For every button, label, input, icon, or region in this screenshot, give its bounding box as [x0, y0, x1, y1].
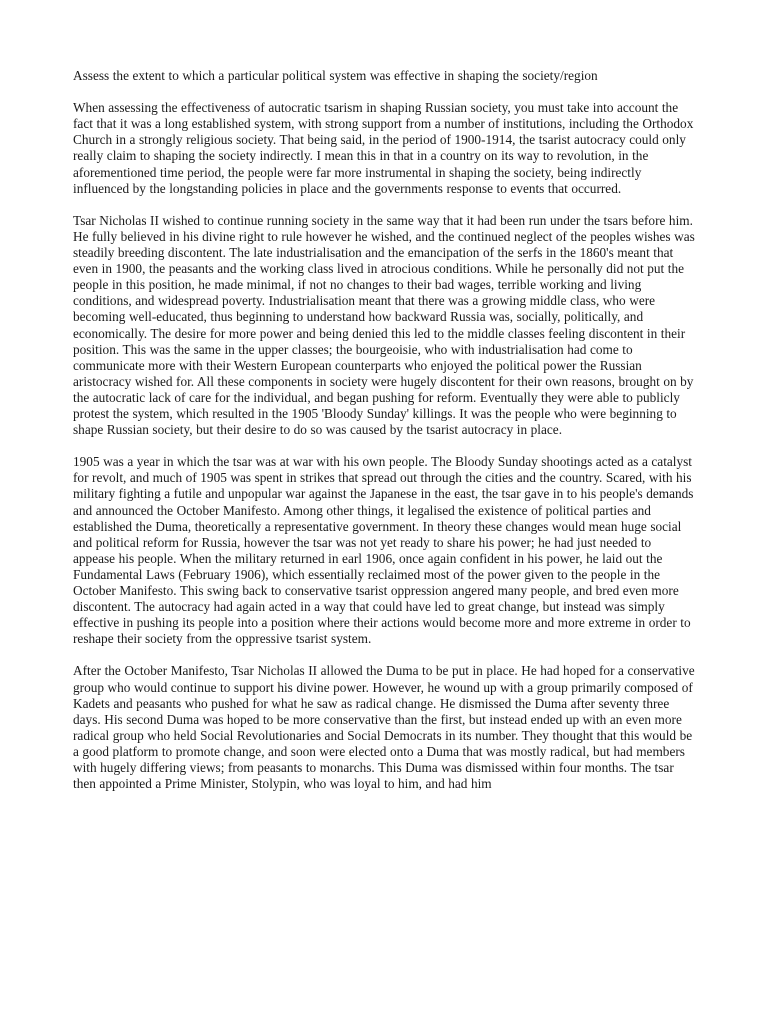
paragraph-introduction: When assessing the effectiveness of autocratic tsarism in shaping Russian society, you must take into account the fact that it was a long established system, with strong support from a number of institutions, including the Orthodox Church in a strongly religious society. That being said, in the period of 1900-1914, the tsarist autocracy could only really claim to shaping the society indirectly. I mean this in that in a country on its way to revolution, in the aforementioned time period, the people were far more instrumental in shaping the society, being indirectly influenced by the longstanding policies in place and the governments response to events that occurred.	[73, 100, 694, 196]
essay-question: Assess the extent to which a particular political system was effective in shaping the society/region	[73, 68, 598, 83]
paragraph-1905-revolution: 1905 was a year in which the tsar was at war with his own people. The Bloody Sunday shootings acted as a catalyst for revolt, and much of 1905 was spent in strikes that spread out through the cities and the country. Scared, with his military fighting a futile and unpopular war against the Japanese in the east, the tsar gave in to his people's demands and announced the October Manifesto. Among other things, it legalised the existence of political parties and established the Duma, theoretically a representative government. In theory these changes would mean huge social and political reform for Russia, however the tsar was not yet ready to share his power; he had just needed to appease his people. When the military returned in earl 1906, once again confident in his power, he laid out the Fundamental Laws (February 1906), which essentially reclaimed most of the power given to the people in the October Manifesto. This swing back to conservative tsarist oppression angered many people, and bred even more discontent. The autocracy had again acted in a way that could have led to great change, but instead was simply effective in pushing its people into a position where their actions would become more and more extreme in order to reshape their society from the oppressive tsarist system.	[73, 454, 694, 647]
paragraph-duma: After the October Manifesto, Tsar Nicholas II allowed the Duma to be put in place. He had hoped for a conservative group who would continue to support his divine power. However, he wound up with a group primarily composed of Kadets and peasants who pushed for what he saw as radical change. He dismissed the Duma after seventy three days. His second Duma was hoped to be more conservative than the first, but instead ended up with an even more radical group who held Social Revolutionaries and Social Democrats in its number. They thought that this would be a good platform to promote change, and soon were elected onto a Duma that was mostly radical, but had members with hugely differing views; from peasants to monarchs. This Duma was dismissed within four months. The tsar then appointed a Prime Minister, Stolypin, who was loyal to him, and had him	[73, 663, 695, 792]
paragraph-tsar-nicholas: Tsar Nicholas II wished to continue running society in the same way that it had been run under the tsars before him. He fully believed in his divine right to rule however he wished, and the continued neglect of the peoples wishes was steadily breeding discontent. The late industrialisation and the emancipation of the serfs in the 1860's meant that even in 1900, the peasants and the working class lived in atrocious conditions. While he personally did not put the people in this position, he made minimal, if not no changes to their bad wages, terrible working and living conditions, and widespread poverty. Industrialisation meant that there was a growing middle class, who were becoming well-educated, thus beginning to understand how backward Russia was, socially, politically, and economically. The desire for more power and being denied this led to the middle classes feeling discontent in their position. This was the same in the upper classes; the bourgeoisie, who with industrialisation had come to communicate more with their Western European counterparts who enjoyed the political power the Russian aristocracy wished for. All these components in society were hugely discontent for their own reasons, brought on by the autocratic lack of care for the individual, and began pushing for reform. Eventually they were able to publicly protest the system, which resulted in the 1905 'Bloody Sunday' killings. It was the people who were beginning to shape Russian society, but their desire to do so was caused by the tsarist autocracy in place.	[73, 212, 695, 438]
